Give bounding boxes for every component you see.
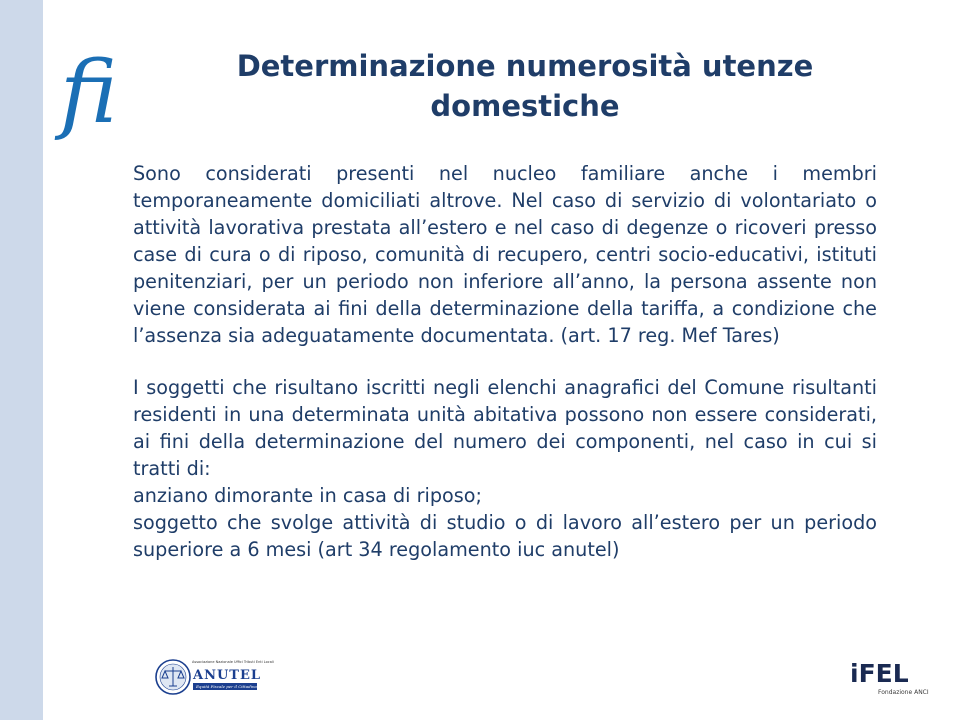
list-item-rest-home: anziano dimorante in casa di riposo;	[133, 484, 482, 507]
anutel-name: ANUTEL	[193, 668, 262, 683]
slide-body	[133, 160, 877, 563]
left-sidebar-band	[0, 0, 43, 720]
list-item-abroad: soggetto che svolge attività di studio o di lavoro all’estero per un periodo superiore a 6 mesi (art 34 regolamento iuc anutel)	[133, 511, 877, 561]
anutel-logo	[155, 655, 274, 697]
ifel-subtitle: Fondazione ANCI	[878, 689, 929, 696]
anutel-org-name: Associazione Nazionale Uffici Tributi Enti Locali	[192, 660, 274, 664]
paragraph-residents: I soggetti che risultano iscritti negli elenchi anagrafici del Comune risultanti residenti in una determinata unità abitativa possono non essere considerati, ai fini della determinazione del numero dei componenti, nel caso in cui si tratti di:	[133, 376, 877, 480]
anutel-motto: Equità Fiscale per il Cittadino	[196, 684, 257, 689]
slide-title: Determinazione numerosità utenze domestiche	[236, 49, 814, 123]
ifel-logo	[848, 654, 929, 700]
paragraph-presence: Sono considerati presenti nel nucleo familiare anche i membri temporaneamente domiciliati altrove. Nel caso di servizio di volontariato o attività lavorativa prestata all’estero e nel caso di degenze o ricoveri presso case di cura o di riposo, comunità di recupero, centri socio-educativi, istituti penitenziari, per un periodo non inferiore all’anno, la persona assente non viene considerata ai fini della determinazione della tariffa, a condizione che l’assenza sia adeguatamente documentata. (art. 17 reg. Mef Tares)	[133, 162, 877, 347]
fi-logo-icon	[58, 40, 138, 143]
ifel-name: iFEL	[850, 659, 909, 688]
svg-text:fi: fi	[60, 43, 118, 143]
